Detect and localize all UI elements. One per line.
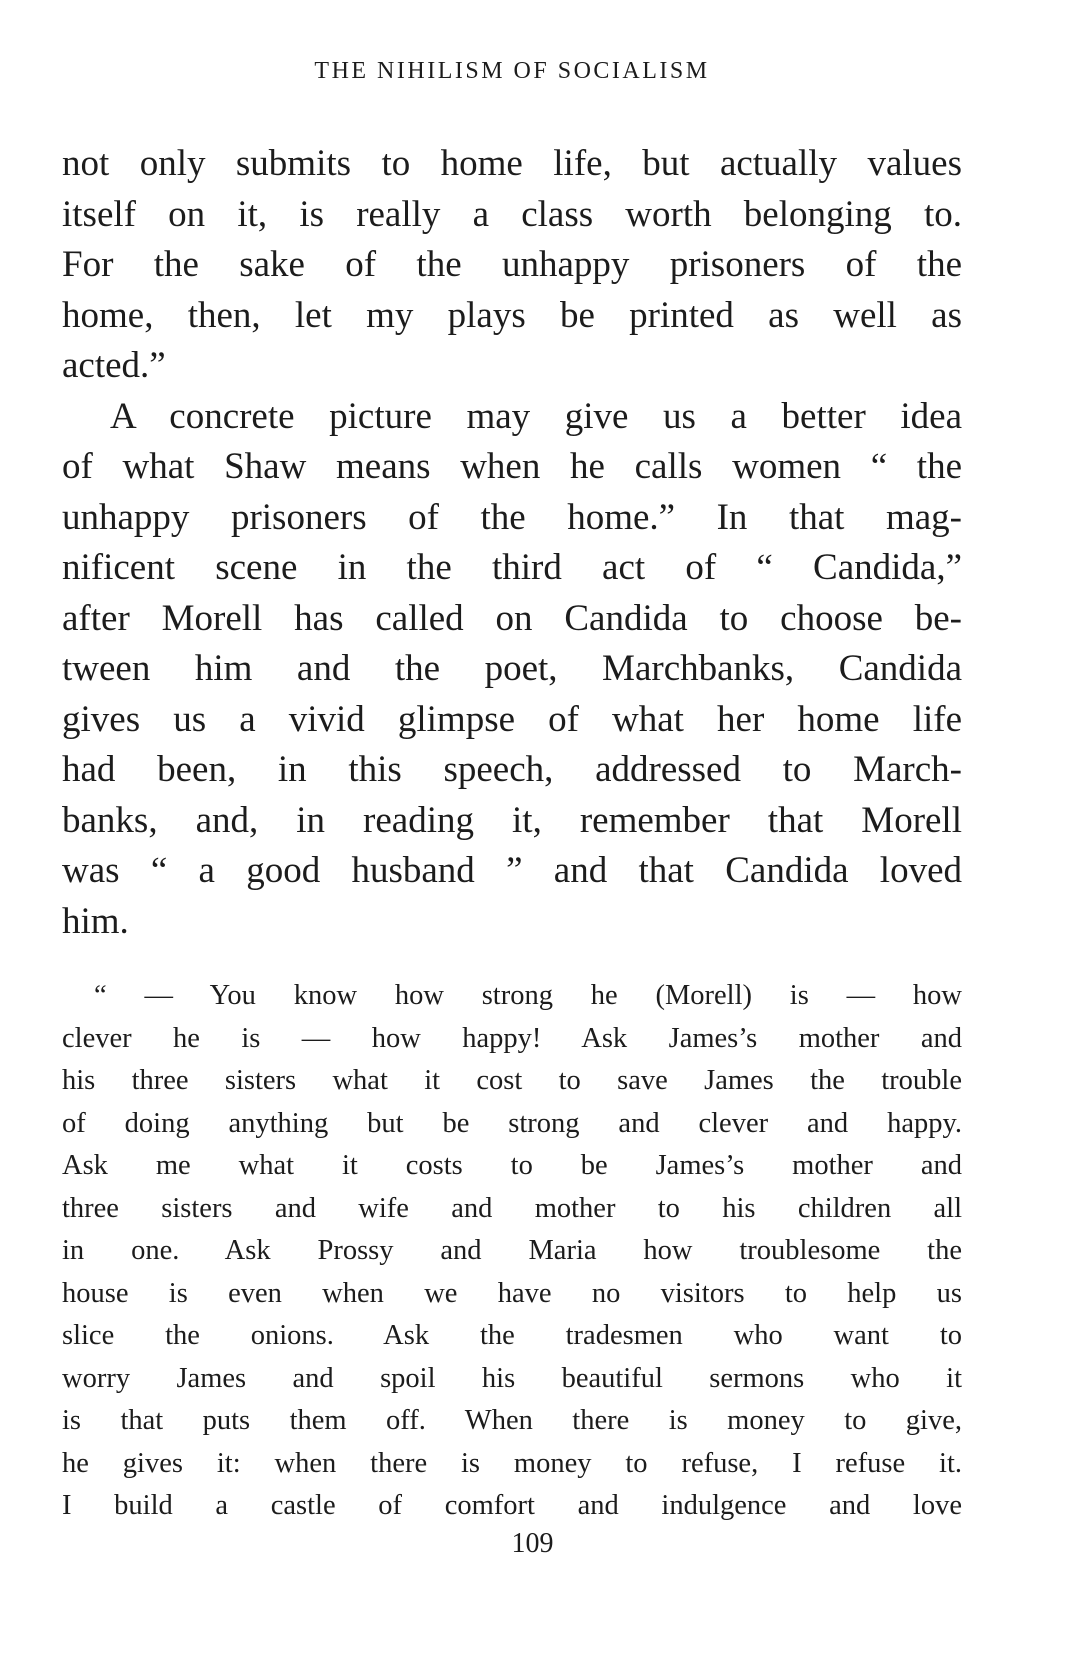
quote-line: clever he is — how happy! Ask James’s mother and [62,1022,962,1054]
text-line: him. [62,900,129,942]
text-line: tween him and the poet, Marchbanks, Candida [62,648,962,689]
text-line: was “ a good husband ” and that Candida loved [62,850,962,891]
quote-line: “ — You know how strong he (Morell) is — how [94,980,962,1011]
quote-line: slice the onions. Ask the tradesmen who want to [62,1320,962,1351]
page-number: 109 [511,1528,554,1559]
body-text [62,139,962,947]
text-line: itself on it, is really a class worth belonging to. [62,193,962,235]
quote-line: of doing anything but be strong and clever and happy. [62,1107,962,1139]
text-line: For the sake of the unhappy prisoners of the [62,244,962,285]
quote-line: worry James and spoil his beautiful sermons who it [62,1362,962,1394]
quote-line: house is even when we have no visitors to help us [62,1277,962,1309]
running-head: THE NIHILISM OF SOCIALISM [314,58,710,84]
text-line: unhappy prisoners of the home.” In that mag- [62,496,962,538]
text-line: gives us a vivid glimpse of what her home life [62,698,962,740]
text-line: of what Shaw means when he calls women “ the [62,446,962,487]
text-line: home, then, let my plays be printed as well as [62,294,962,336]
quote-line: his three sisters what it cost to save James the trouble [62,1065,962,1096]
text-line: not only submits to home life, but actually values [62,143,962,184]
paragraph [62,392,962,948]
text-line: after Morell has called on Candida to choose be- [62,597,962,639]
quote-line: three sisters and wife and mother to his children all [62,1192,962,1224]
block-quotation [62,975,962,1528]
text-line: A concrete picture may give us a better idea [110,395,962,437]
quote-line: I build a castle of comfort and indulgence and love [62,1490,962,1521]
quote-line: is that puts them off. When there is money to give, [62,1405,962,1436]
text-line: nificent scene in the third act of “ Candida,” [62,547,962,588]
paragraph [62,139,962,392]
text-line: had been, in this speech, addressed to March- [62,749,962,790]
text-line: banks, and, in reading it, remember that Morell [62,799,962,841]
text-line: acted.” [62,345,166,386]
quote-line: he gives it: when there is money to refuse, I refuse it. [62,1447,962,1479]
quote-line: in one. Ask Prossy and Maria how troublesome the [62,1235,962,1266]
quote-line: Ask me what it costs to be James’s mother and [62,1150,962,1181]
